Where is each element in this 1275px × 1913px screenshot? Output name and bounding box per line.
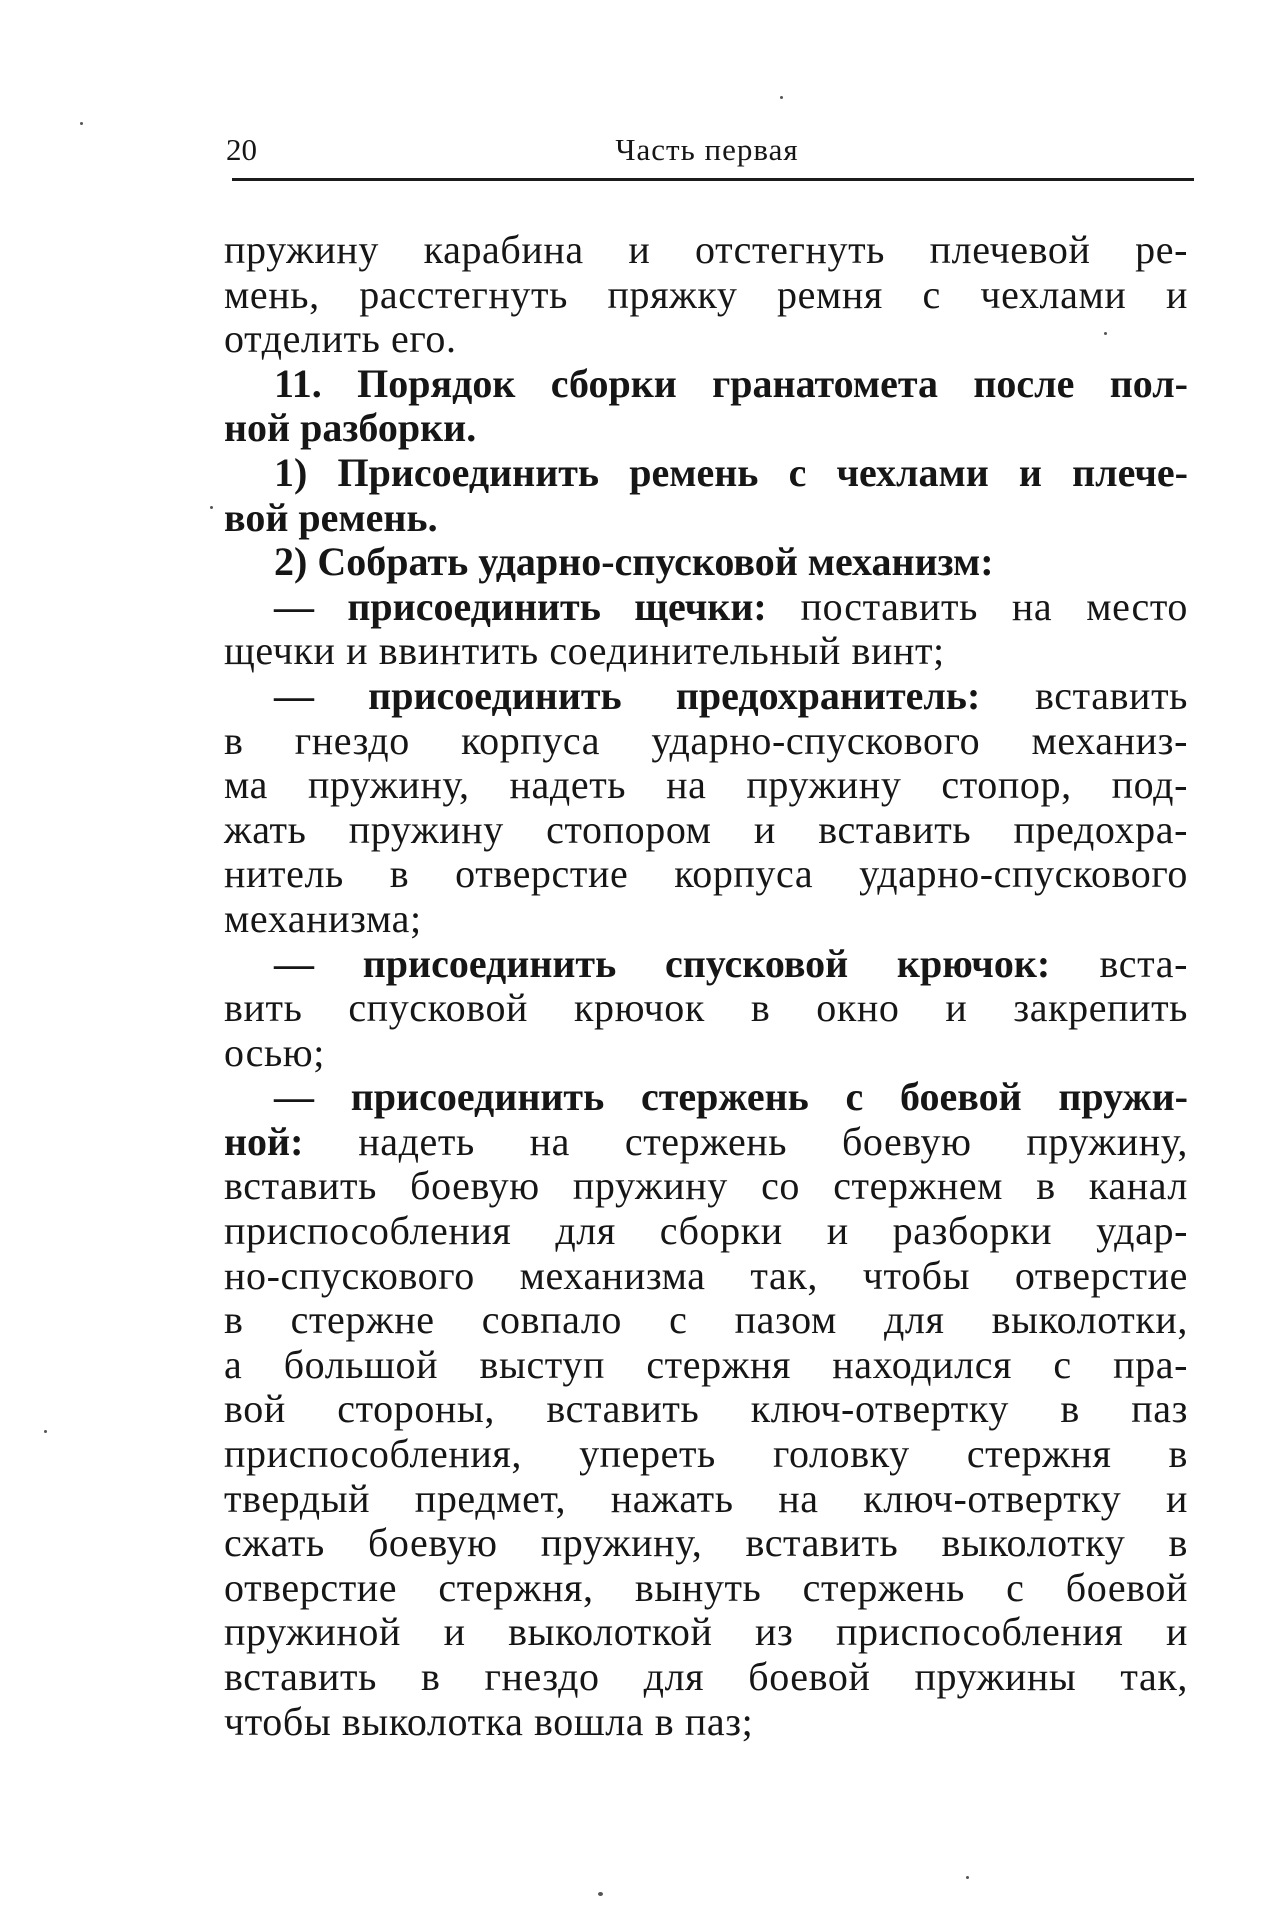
page-number: 20 (226, 132, 257, 167)
scan-speck (210, 506, 213, 509)
text-segment: нитель в отверстие корпуса ударно-спускового (224, 851, 1188, 897)
text-segment: твердый предмет, нажать на ключ-отвертку и (224, 1475, 1188, 1521)
text-line (224, 1209, 1188, 1254)
text-line (224, 852, 1188, 897)
text-line (224, 1120, 1188, 1165)
body-text (224, 228, 1188, 1744)
text-line (224, 1254, 1188, 1299)
text-line (224, 1477, 1188, 1522)
text-line (224, 451, 1188, 496)
text-segment: поставить на место (766, 583, 1188, 629)
text-line (224, 1521, 1188, 1566)
text-segment: вой стороны, вставить ключ-отвертку в паз (224, 1386, 1188, 1432)
bold-text-segment: вой ремень. (224, 494, 438, 540)
text-line (224, 763, 1188, 808)
text-segment: вста- (1050, 940, 1188, 986)
text-line (224, 1655, 1188, 1700)
text-segment: жать пружину стопором и вставить предохра- (224, 806, 1188, 852)
bold-text-segment: 2) Собрать ударно-спусковой механизм: (274, 539, 994, 585)
text-line (224, 942, 1188, 987)
text-line (224, 496, 1188, 541)
running-header (226, 128, 1188, 172)
text-segment: а большой выступ стержня находился с пра- (224, 1341, 1188, 1387)
text-segment: осью; (224, 1029, 325, 1075)
text-segment: но-спускового механизма так, чтобы отверстие (224, 1252, 1188, 1298)
scan-speck (598, 1892, 603, 1896)
text-line (224, 629, 1188, 674)
header-rule (232, 178, 1194, 181)
text-line (224, 362, 1188, 407)
bold-text-segment: — присоединить спусковой крючок: (274, 940, 1051, 986)
bold-text-segment: — присоединить стержень с боевой пружи- (274, 1074, 1188, 1120)
text-segment: отделить его. (224, 316, 457, 362)
text-line (224, 317, 1188, 362)
bold-text-segment: 1) Присоединить ремень с чехлами и плече- (274, 449, 1188, 495)
text-line (224, 1610, 1188, 1655)
text-line (224, 406, 1188, 451)
text-segment: приспособления, упереть головку стержня в (224, 1431, 1188, 1477)
scan-speck (44, 1430, 47, 1433)
text-segment: вставить в гнездо для боевой пружины так, (224, 1654, 1188, 1699)
text-line (224, 1164, 1188, 1209)
text-line (224, 808, 1188, 853)
text-line (224, 1432, 1188, 1477)
text-line (224, 1566, 1188, 1611)
scan-speck (1104, 332, 1107, 335)
scan-speck (966, 1876, 969, 1879)
text-segment: отверстие стержня, вынуть стержень с боевой (224, 1564, 1188, 1610)
text-line (224, 1387, 1188, 1432)
text-segment: вставить (980, 672, 1188, 718)
section-title: Часть первая (615, 132, 799, 167)
text-segment: мень, расстегнуть пряжку ремня с чехлами и (224, 271, 1188, 317)
text-segment: приспособления для сборки и разборки удар- (224, 1208, 1188, 1254)
text-line (224, 1700, 1188, 1745)
text-segment: механизма; (224, 895, 422, 941)
text-line (224, 1298, 1188, 1343)
text-segment: вставить боевую пружину со стержнем в канал (224, 1163, 1188, 1209)
text-segment: ма пружину, надеть на пружину стопор, под- (224, 762, 1188, 808)
text-line (224, 719, 1188, 764)
text-line (224, 273, 1188, 318)
bold-text-segment: ной: (224, 1118, 304, 1164)
text-segment: чтобы выколотка вошла в паз; (224, 1698, 754, 1744)
text-segment: пружиной и выколоткой из приспособления и (224, 1609, 1188, 1655)
text-segment: в гнездо корпуса ударно-спускового механиз- (224, 717, 1188, 763)
bold-text-segment: ной разборки. (224, 405, 477, 451)
text-line (224, 674, 1188, 719)
text-segment: надеть на стержень боевую пружину, (303, 1118, 1188, 1164)
scan-speck (80, 122, 83, 125)
text-line (224, 1075, 1188, 1120)
text-segment: пружину карабина и отстегнуть плечевой ре- (224, 227, 1188, 272)
text-line (224, 897, 1188, 942)
text-segment: щечки и ввинтить соединительный винт; (224, 628, 945, 674)
text-line (224, 228, 1188, 273)
text-line (224, 986, 1188, 1031)
text-line (224, 1343, 1188, 1388)
text-segment: вить спусковой крючок в окно и закрепить (224, 985, 1188, 1031)
scan-speck (780, 96, 783, 99)
bold-text-segment: — присоединить предохранитель: (274, 672, 981, 718)
bold-text-segment: — присоединить щечки: (274, 583, 767, 629)
text-segment: в стержне совпало с пазом для выколотки, (224, 1297, 1188, 1343)
text-line (224, 1031, 1188, 1076)
bold-text-segment: 11. Порядок сборки гранатомета после пол- (274, 360, 1188, 406)
text-segment: сжать боевую пружину, вставить выколотку в (224, 1520, 1188, 1566)
text-line (224, 585, 1188, 630)
text-line (224, 540, 1188, 585)
